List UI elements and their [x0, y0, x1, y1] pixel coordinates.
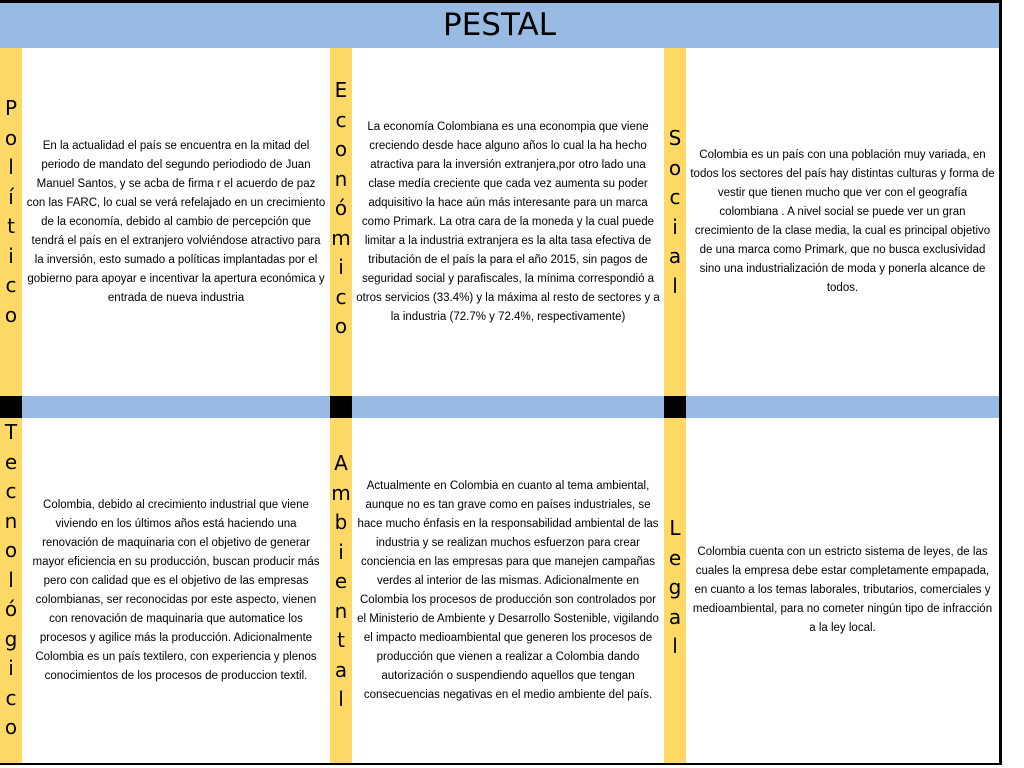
vertical-letter: c	[669, 185, 681, 209]
cell-tecnologico	[22, 418, 330, 763]
cell-legal	[686, 418, 999, 763]
vertical-letter: o	[4, 125, 18, 150]
vertical-label-ambiental	[330, 449, 352, 715]
separator-bar	[686, 396, 999, 418]
vertical-letter: P	[4, 96, 18, 120]
vertical-letter: L	[669, 516, 681, 540]
cell-text-legal: Colombia cuenta con un estricto sistema de leyes, de las cuales la empresa debe estar completamente empapada, en cuanto a los temas laborales, tributarios, comerciales y medioambiental, para no cometer ningún tipo de infracción a la ley local.	[692, 546, 993, 634]
vertical-letter: a	[668, 604, 682, 629]
vertical-letter: l	[672, 273, 678, 298]
vertical-letter: t	[337, 628, 345, 652]
vertical-letter: S	[668, 126, 682, 150]
vertical-letter: c	[335, 107, 347, 132]
cell-politico	[22, 48, 330, 396]
separator-square	[664, 396, 686, 418]
vertical-letter: n	[4, 508, 18, 533]
vertical-letter: g	[668, 575, 682, 599]
stripe-ambiental	[330, 418, 352, 763]
vertical-letter: c	[5, 273, 17, 297]
vertical-label-social	[664, 124, 686, 301]
vertical-letter: e	[334, 569, 348, 593]
vertical-letter: i	[8, 656, 14, 680]
cell-social	[686, 48, 999, 396]
vertical-letter: i	[338, 255, 344, 279]
cell-text-ambiental: Actualmente en Colombia en cuanto al tema ambiental, aunque no es tan grave como en países industriales, se hace mucho énfasis en la responsabilidad ambiental de las industria y se realizan muchos esfuerzon para crear conciencia en las empresas para que manejen campañas verdes al interior de las mismas. Adicionalmente en Colombia los procesos de producción son controlados por el Ministerio de Ambiente y Desarrollo Sostenible, vigilando el impacto medioambiental que generen los procesos de producción que vienen a realizar a Colombia dando autorización o suspendiendo aquellos que tengan consecuencias negativas en el medio ambiente del país.	[357, 479, 659, 701]
stripe-economico	[330, 48, 352, 396]
vertical-letter: l	[672, 634, 678, 658]
vertical-letter: c	[5, 685, 17, 710]
vertical-letter: i	[672, 214, 678, 239]
cell-text-economico: La economía Colombiana es una econompia que viene creciendo desde hace alguno años lo cual la ha hecho atractiva para la inversión extranjera,por otro lado una clase medía creciente que cada vez aumenta su poder adquisitivo la hace aún más interesante para un marca como Primark. La otra cara de la moneda y la cual puede limitar a la industria extranjera es la alta tasa efectiva de tributación de el país la para el año 2015, sin pagos de seguridad social y parafiscales, la mínima correspondió a otros servicios (33.4%) y la máxima al resto de sectores y a la industria (72.7% y 72.4%, respectivamente)	[356, 120, 660, 323]
vertical-letter: e	[4, 449, 18, 474]
cell-text-social: Colombia es un país con una población muy variada, en todos los sectores del país hay distintas culturas y forma de vestir que tienen mucho que ver con el geografía colombiana . A nivel social se puede ver un gran crecimiento de la clase media, la cual es principal objetivo de una marca como Primark, que no busca exclusividad sino una industrialización de moda y ponerla alcance de todos.	[690, 149, 995, 294]
vertical-letter: n	[334, 166, 348, 191]
vertical-letter: i	[8, 243, 14, 268]
vertical-letter: T	[4, 420, 18, 444]
vertical-label-politico	[0, 94, 22, 330]
vertical-letter: i	[338, 539, 344, 564]
vertical-letter: e	[668, 545, 682, 570]
vertical-letter: ó	[4, 597, 18, 621]
vertical-letter: o	[4, 538, 18, 562]
vertical-letter: í	[8, 184, 14, 209]
stripe-tecnologico	[0, 418, 22, 763]
vertical-letter: b	[334, 510, 348, 534]
vertical-letter: o	[334, 137, 348, 161]
vertical-letter: o	[668, 155, 682, 180]
vertical-letter: E	[334, 78, 348, 102]
vertical-label-legal	[664, 514, 686, 662]
vertical-letter: c	[5, 479, 17, 503]
vertical-letter: m	[331, 480, 351, 505]
vertical-letter: t	[7, 214, 15, 238]
separator-bar	[352, 396, 664, 418]
vertical-letter: l	[8, 567, 14, 592]
vertical-letter: ó	[334, 196, 348, 220]
vertical-letter: m	[331, 225, 351, 250]
vertical-letter: a	[668, 244, 682, 268]
title-bar	[0, 0, 999, 48]
stripe-legal	[664, 418, 686, 763]
vertical-letter: o	[334, 314, 348, 338]
separator-square	[0, 396, 22, 418]
vertical-label-economico	[330, 76, 352, 342]
cell-ambiental	[352, 418, 664, 763]
separator-square	[330, 396, 352, 418]
vertical-letter: A	[334, 451, 348, 475]
stripe-politico	[0, 48, 22, 396]
separator-bar	[22, 396, 330, 418]
cell-text-politico: En la actualidad el país se encuentra en la mitad del periodo de mandato del segundo periodiodo de Juan Manuel Santos, y se acba de firma r el acuerdo de paz con las FARC, lo cual se verá refelajado en un crecimiento de la economía, debido al cambio de percepción que tendrá el país en el extranjero volviéndose atractivo para la inversión, esto sumado a políticas implantadas por el gobierno para apoyar e incentivar la apertura económica y entrada de nueva industria	[26, 139, 326, 304]
page-title: PESTAL	[443, 7, 556, 43]
stripe-social	[664, 48, 686, 396]
vertical-letter: l	[338, 687, 344, 711]
vertical-letter: a	[334, 657, 348, 682]
vertical-letter: g	[4, 626, 18, 651]
vertical-letter: n	[334, 598, 348, 623]
vertical-letter: l	[8, 155, 14, 179]
vertical-letter: o	[4, 715, 18, 739]
cell-economico	[352, 48, 664, 396]
cell-text-tecnologico: Colombia, debido al crecimiento industrial que viene viviendo en los últimos años está haciendo una renovación de maquinaria con el objetivo de generar mayor eficiencia en su producción, buscan producir más pero con calidad que es el objetivo de las empresas colombianas, ser reconocidas por este aspecto, vienen con renovación de maquinaria que automatice los procesos y agilice más la producción. Adicionalmente Colombia es un país textilero, con experiencia y plenos conocimientos de los procesos de produccion textil.	[32, 498, 320, 682]
vertical-label-tecnologico	[0, 418, 22, 743]
vertical-letter: o	[4, 302, 18, 327]
vertical-letter: c	[335, 284, 347, 309]
